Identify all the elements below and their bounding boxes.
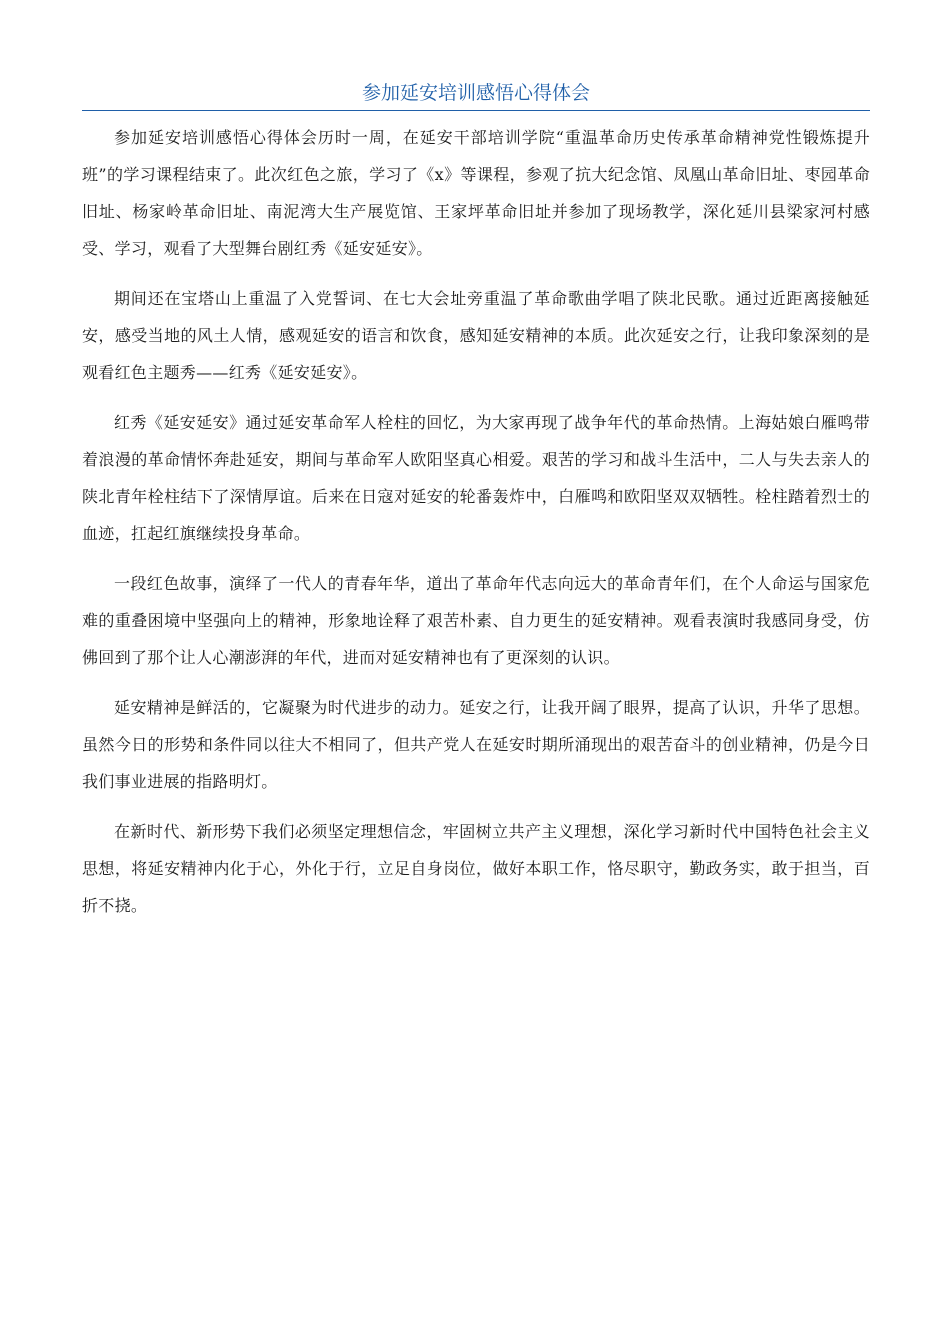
paragraph-6: 在新时代、新形势下我们必须坚定理想信念，牢固树立共产主义理想，深化学习新时代中国特色社会主义思想，将延安精神内化于心，外化于行，立足自身岗位，做好本职工作，恪尽职守，勤政务实，敢于担当，百折不挠。 bbox=[82, 822, 870, 915]
document-title: 参加延安培训感悟心得体会 bbox=[361, 82, 590, 104]
paragraph-5: 延安精神是鲜活的，它凝聚为时代进步的动力。延安之行，让我开阔了眼界，提高了认识，升华了思想。虽然今日的形势和条件同以往大不相同了，但共产党人在延安时期所涌现出的艰苦奋斗的创业精神，仍是今日我们事业进展的指路明灯。 bbox=[82, 698, 870, 791]
paragraph-4: 一段红色故事，演绎了一代人的青春年华，道出了革命年代志向远大的革命青年们，在个人命运与国家危难的重叠困境中坚强向上的精神，形象地诠释了艰苦朴素、自力更生的延安精神。观看表演时我感同身受，仿佛回到了那个让人心潮澎湃的年代，进而对延安精神也有了更深刻的认识。 bbox=[82, 574, 870, 667]
paragraph-3: 红秀《延安延安》通过延安革命军人栓柱的回忆，为大家再现了战争年代的革命热情。上海姑娘白雁鸣带着浪漫的革命情怀奔赴延安，期间与革命军人欧阳坚真心相爱。艰苦的学习和战斗生活中，二人与失去亲人的陕北青年栓柱结下了深情厚谊。后来在日寇对延安的轮番轰炸中，白雁鸣和欧阳坚双双牺牲。栓柱踏着烈士的血迹，扛起红旗继续投身革命。 bbox=[82, 413, 870, 543]
paragraph-1: 参加延安培训感悟心得体会历时一周，在延安干部培训学院“重温革命历史传承革命精神党性锻炼提升班”的学习课程结束了。此次红色之旅，学习了《x》等课程，参观了抗大纪念馆、凤凰山革命旧址、枣园革命旧址、杨家岭革命旧址、南泥湾大生产展览馆、王家坪革命旧址并参加了现场教学，深化延川县梁家河村感受、学习，观看了大型舞台剧红秀《延安延安》。 bbox=[82, 128, 870, 258]
title-underline bbox=[82, 110, 870, 111]
paragraph-2: 期间还在宝塔山上重温了入党誓词、在七大会址旁重温了革命歌曲学唱了陕北民歌。通过近距离接触延安，感受当地的风土人情，感观延安的语言和饮食，感知延安精神的本质。此次延安之行，让我印象深刻的是观看红色主题秀——红秀《延安延安》。 bbox=[82, 289, 870, 382]
document-page bbox=[82, 78, 870, 937]
